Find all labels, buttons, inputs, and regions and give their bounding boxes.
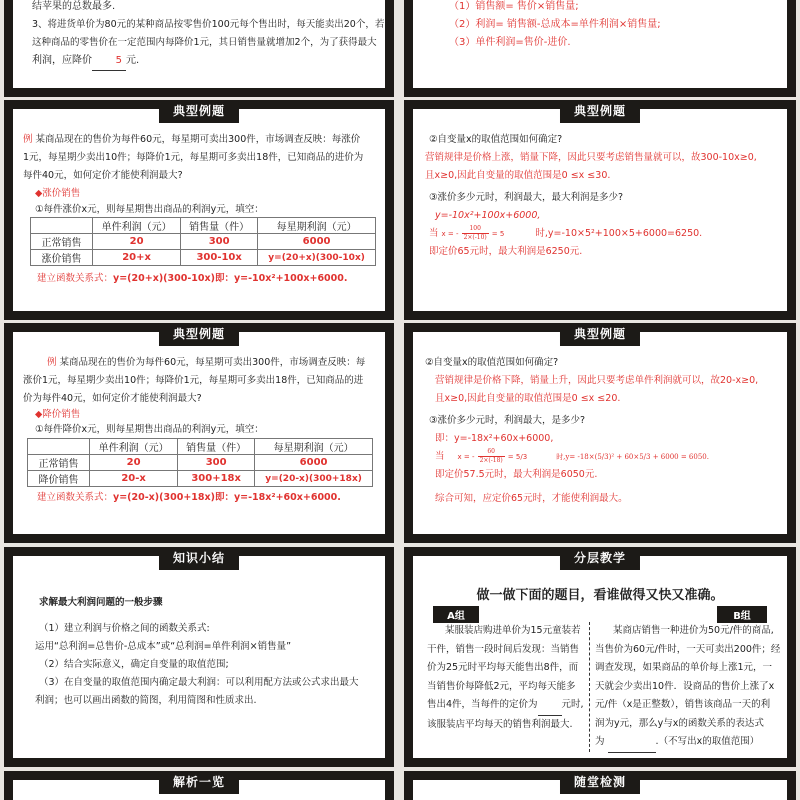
conclusion-text: 即定价65元时，最大利润是6250元. — [429, 246, 583, 257]
section-label: ◆降价销售 — [35, 409, 81, 420]
conclusion-text: 即定价57.5元时，最大利润是6050元. — [435, 469, 598, 480]
formula-line: （1）销售额= 售价×销售量; — [449, 1, 579, 12]
answer-blank-a[interactable] — [538, 696, 562, 716]
fraction: $\frac{100}{2\times(-10)}$ — [463, 225, 487, 241]
answer-text: 营销规律是价格下降，销量上升，因此只要考虑单件利润就可以，故20-x≥0, — [435, 375, 759, 386]
text-line: 利润，应降价 5 元. — [32, 52, 385, 71]
slide-title: 分层教学 — [560, 547, 640, 570]
answer-text: 营销规律是价格上涨，销量下降，因此只要考虑销售量就可以，故300-10x≥0, — [425, 152, 757, 163]
group-a-label: A组 — [433, 606, 479, 623]
slide-title: 典型例题 — [159, 323, 239, 346]
fraction: $\frac{60}{2\times(-18)}$ — [479, 448, 503, 464]
answer-blank: 5 — [92, 52, 126, 71]
summary-step: 利润；也可以画出函数的简图，利用简图和性质求出. — [35, 695, 257, 706]
problem-text: 例 某商品现在的售价为每件60元，每星期可卖出300件，市场调查反映：每 — [47, 357, 366, 368]
slide-example-raise-price-answer[interactable] — [404, 100, 796, 320]
slide-title: 随堂检测 — [560, 771, 640, 794]
summary-step: 运用“总利润=总售价-总成本”或“总利润=单件利润×销售量” — [35, 641, 291, 652]
slide-title: 典型例题 — [159, 100, 239, 123]
formula-line: （2）利润= 销售额-总成本=单件利润×销售量; — [449, 19, 661, 30]
summary-step: （3）在自变量的取值范围内确定最大利润：可以利用配方法或公式求出最大 — [39, 677, 359, 688]
summary-text: 综合可知，应定价65元时，才能使利润最大。 — [435, 493, 628, 504]
problem-text: 例 某商品现在的售价为每件60元，每星期可卖出300件，市场调查反映：每涨价 — [23, 134, 361, 145]
profit-table: 单件利润（元） 销售量（件） 每星期利润（元） 正常销售 20 300 6000 涨价销售 20+x 300-10x y=(20+x)(300-10x) — [30, 217, 376, 266]
answer-text: y=-10x²+100x+6000, — [435, 210, 541, 221]
slide-title: 知识小结 — [159, 547, 239, 570]
exercise-heading: 做一做下面的题目，看谁做得又快又准确。 — [476, 588, 724, 603]
profit-table: 单件利润（元） 销售量（件） 每星期利润（元） 正常销售 20 300 6000 降价销售 20-x 300+18x y=(20-x)(300+18x) — [27, 438, 373, 487]
problem-text: 价为每件40元，如何定价才能使利润最大? — [23, 393, 202, 404]
slide-example-lower-price[interactable] — [4, 323, 394, 543]
slide-in-class-test[interactable] — [404, 771, 796, 800]
question-text: ①每件涨价x元，则每星期售出商品的利润y元，填空： — [35, 204, 264, 215]
answer-vertex: 当 x = - $\frac{100}{2\times(-10)}$ = 5 时,y=-10×5²+100×5+6000=6250. — [429, 225, 703, 241]
slide-example-lower-price-answer[interactable] — [404, 323, 796, 543]
slide-analysis-overview[interactable] — [4, 771, 394, 800]
slide-example-raise-price[interactable] — [4, 100, 394, 320]
problem-text: 每件40元，如何定价才能使利润最大? — [23, 170, 183, 181]
slide-title: 典型例题 — [560, 100, 640, 123]
text-line: 3、将进货单价为80元的某种商品按零售价100元每个售出时，每天能卖出20个，若 — [32, 19, 385, 30]
slide-knowledge-summary[interactable] — [4, 547, 394, 767]
slide-title: 解析一览 — [159, 771, 239, 794]
group-b-problem: 某商店销售一种进价为50元/件的商品, 当售价为60元/件时，一天可卖出200件；经 调查发现，如果商品的单价每上涨1元，一 天就会少卖出10件．设商品的售价上涨了x 元/件（x是正整数），销售该商品一天的利 润为y元，那么y与x的函数关系的表达式 为 .（不写出x的取值范围） — [595, 622, 785, 753]
text-line: 结苹果的总数最多. — [32, 1, 116, 12]
question-text: ②自变量x的取值范围如何确定? — [429, 134, 563, 145]
slide-layered-teaching[interactable] — [404, 547, 796, 767]
summary-step: （1）建立利润与价格之间的函数关系式: — [39, 623, 210, 634]
summary-step: （2）结合实际意义，确定自变量的取值范围; — [39, 659, 229, 670]
answer-vertex: 当 x = - $\frac{60}{2\times(-18)}$ = 5/3 时,y= -18×(5/3)² + 60×5/3 + 6000 = 6050. — [435, 448, 709, 464]
function-relation: 建立函数关系式：y=(20-x)(300+18x)即：y=-18x²+60x+6000. — [37, 492, 341, 503]
problem-text: 1元，每星期少卖出10件；每降价1元，每星期可多卖出18件，已知商品的进价为 — [23, 152, 364, 163]
section-label: ◆涨价销售 — [35, 188, 81, 199]
question-text: ②自变量x的取值范围如何确定? — [425, 357, 559, 368]
slide-title: 典型例题 — [560, 323, 640, 346]
dashed-divider — [589, 622, 590, 752]
group-a-problem: 某服装店购进单价为15元童装若 干件，销售一段时间后发现：当销售 价为25元时平均每天能售出8件，而 当销售价每降低2元，平均每天能多 售出4件，当每件的定价为 元时, 该服装店平均每天的销售利润最大. — [427, 625, 584, 730]
question-text: ③涨价多少元时，利润最大，是多少? — [429, 415, 586, 426]
answer-text: 且x≥0,因此自变量的取值范围是0 ≤x ≤30. — [425, 170, 611, 181]
problem-text: 涨价1元，每星期少卖出10件；每降价1元，每星期可多卖出18件，已知商品的进 — [23, 375, 364, 386]
answer-text: 且x≥0,因此自变量的取值范围是0 ≤x ≤20. — [435, 393, 621, 404]
formula-line: （3）单件利润=售价-进价. — [449, 37, 571, 48]
question-text: ③涨价多少元时，利润最大，最大利润是多少? — [429, 192, 624, 203]
text-line: 这种商品的零售价在一定范围内每降价1元，其日销售量就增加2个，为了获得最大 — [32, 37, 377, 48]
summary-heading: 求解最大利润问题的一般步骤 — [39, 597, 163, 608]
slide-practice-question[interactable] — [4, 0, 394, 97]
answer-text: 即：y=-18x²+60x+6000, — [435, 433, 554, 444]
answer-blank-b[interactable] — [608, 733, 656, 753]
group-b-label: B组 — [717, 606, 767, 623]
function-relation: 建立函数关系式：y=(20+x)(300-10x)即：y=-10x²+100x+6000. — [37, 273, 348, 284]
slide-formulas[interactable] — [404, 0, 796, 97]
question-text: ①每件降价x元，则每星期售出商品的利润y元，填空： — [35, 424, 264, 435]
